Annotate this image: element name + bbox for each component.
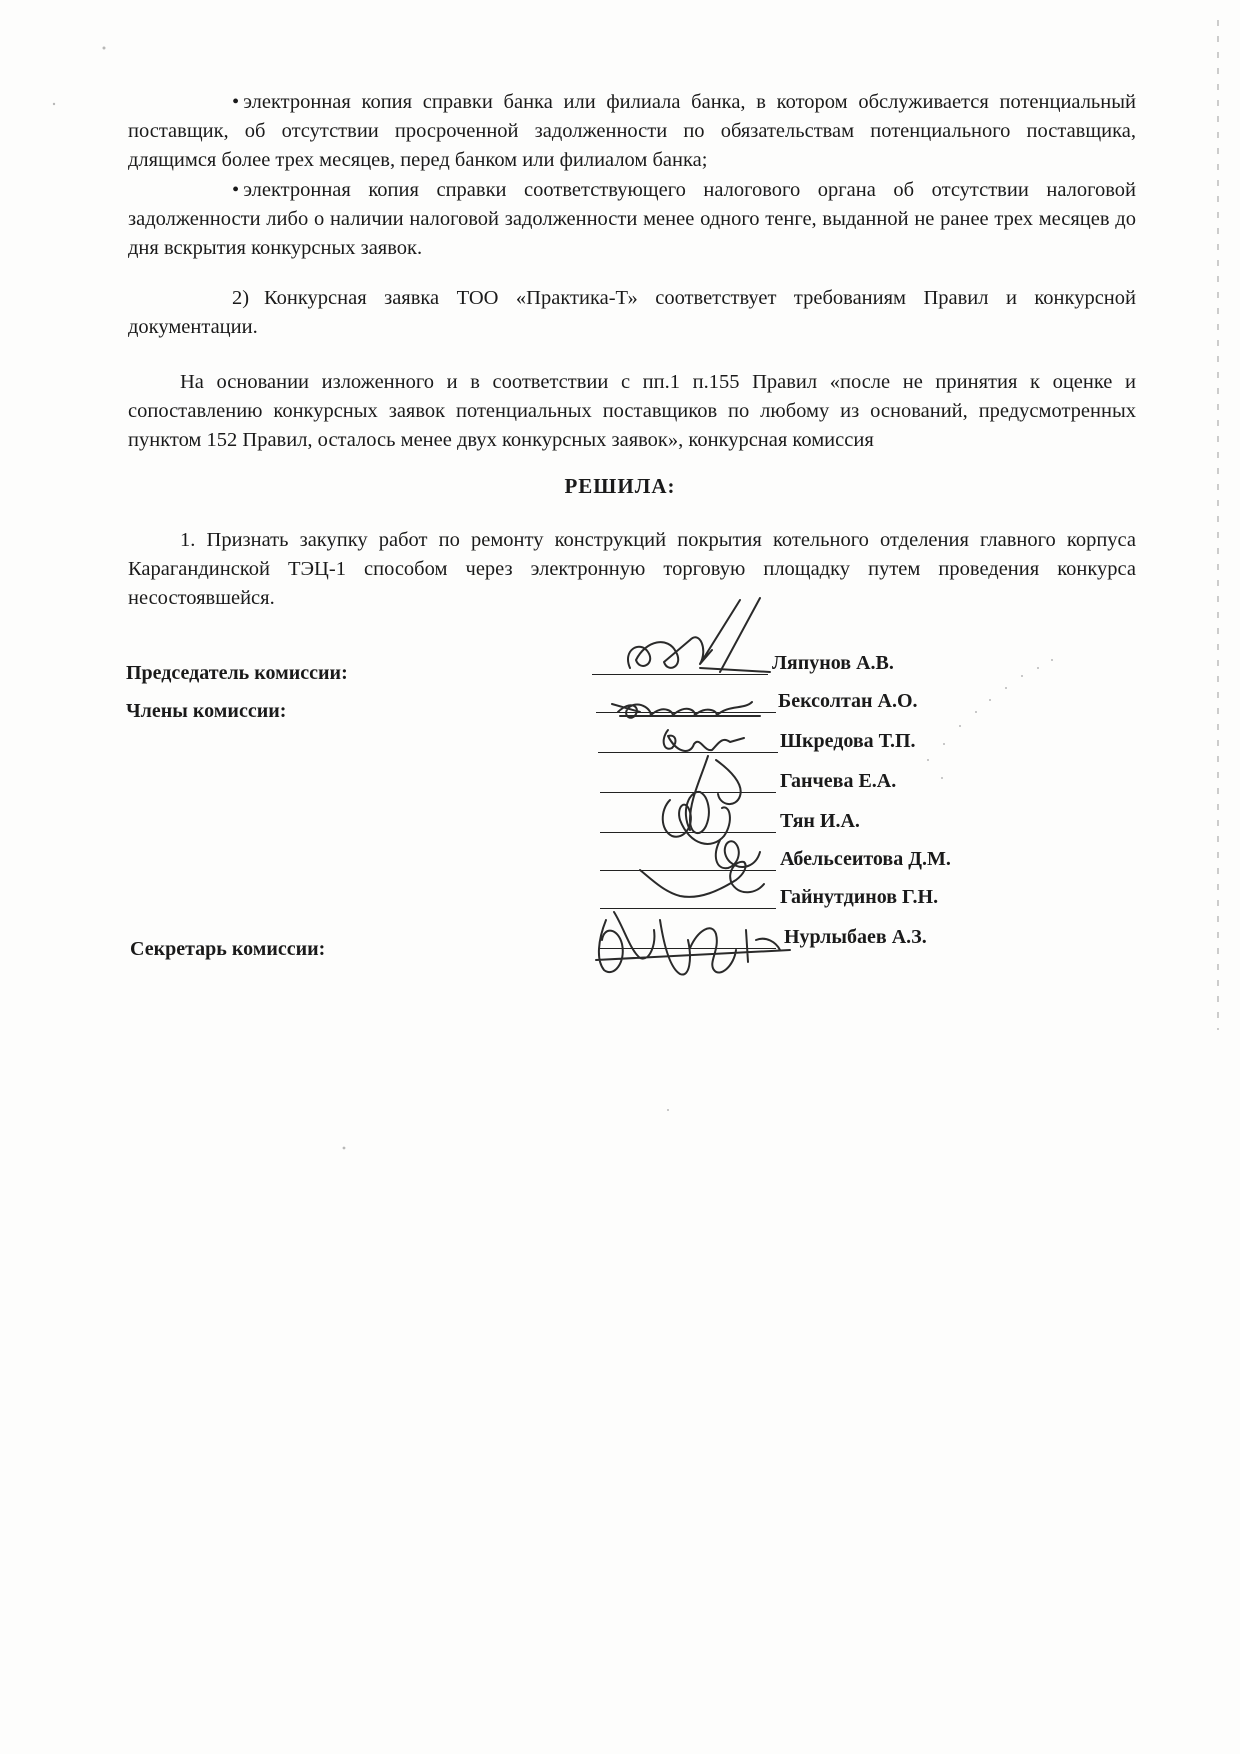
signatory-name: Ганчева Е.А. bbox=[780, 770, 897, 792]
signature-member-1 bbox=[612, 702, 760, 718]
signature-line bbox=[598, 752, 778, 753]
signatory-name: Тян И.А. bbox=[780, 810, 860, 832]
signatory-name: Абельсеитова Д.М. bbox=[780, 848, 951, 870]
item-2-text: Конкурсная заявка ТОО «Практика-Т» соответствует требованиям Правил и конкурсной документации. bbox=[128, 287, 1136, 338]
signature-line bbox=[600, 832, 776, 833]
basis-paragraph: На основании изложенного и в соответствии с пп.1 п.155 Правил «после не принятия к оценке и сопоставлению конкурсных заявок потенциальных поставщиков по любому из оснований, предусмотренных пунктом 152 Правил, осталось менее двух конкурсных заявок», конкурсная комиссия bbox=[128, 371, 1136, 451]
signatory-name: Ляпунов А.В. bbox=[772, 652, 894, 674]
tax-certificate-paragraph bbox=[128, 176, 1136, 263]
signature-secretary bbox=[596, 912, 790, 975]
bank-certificate-paragraph bbox=[128, 88, 1136, 175]
signatory-name: Шкредова Т.П. bbox=[780, 730, 916, 752]
signature-line bbox=[592, 674, 768, 675]
signature-member-3 bbox=[686, 756, 741, 833]
tax-certificate-text: электронная копия справки соответствующего налогового органа об отсутствии налоговой задолженности либо о наличии налоговой задолженности менее одного тенге, выданной не ранее трех месяцев до дня вскрытия конкурсных заявок. bbox=[128, 179, 1136, 259]
chairman-label: Председатель комиссии: bbox=[126, 662, 348, 684]
signature-member-5 bbox=[716, 840, 760, 868]
members-label: Члены комиссии: bbox=[126, 700, 287, 722]
secretary-label: Секретарь комиссии: bbox=[130, 938, 326, 960]
decision-heading: РЕШИЛА: bbox=[564, 474, 676, 498]
signature-member-6 bbox=[640, 862, 764, 897]
signature-member-4 bbox=[663, 800, 730, 844]
bank-certificate-text: электронная копия справки банка или филиала банка, в котором обслуживается потенциальный поставщик, об отсутствии просроченной задолженности по обязательствам потенциального поставщика, длящимся более трех месяцев, перед банком или филиалом банка; bbox=[128, 91, 1136, 171]
item-2-number: 2) bbox=[232, 287, 250, 309]
signature-member-2 bbox=[664, 730, 744, 751]
signature-line bbox=[600, 908, 776, 909]
decision-item: 1. Признать закупку работ по ремонту конструкций покрытия котельного отделения главного корпуса Карагандинской ТЭЦ-1 способом через электронную торговую площадку путем проведения конкурса несостоявшейся. bbox=[128, 529, 1136, 609]
signatory-name: Бексолтан А.О. bbox=[778, 690, 918, 712]
signature-line bbox=[600, 870, 776, 871]
signature-line bbox=[596, 712, 776, 713]
signature-line bbox=[600, 948, 776, 949]
signatory-name: Гайнутдинов Г.Н. bbox=[780, 886, 939, 908]
signatory-name: Нурлыбаев А.З. bbox=[784, 926, 927, 948]
bullet-icon: • bbox=[232, 179, 240, 201]
item-2-paragraph bbox=[128, 284, 1136, 342]
bullet-icon: • bbox=[232, 91, 240, 113]
signature-line bbox=[600, 792, 776, 793]
